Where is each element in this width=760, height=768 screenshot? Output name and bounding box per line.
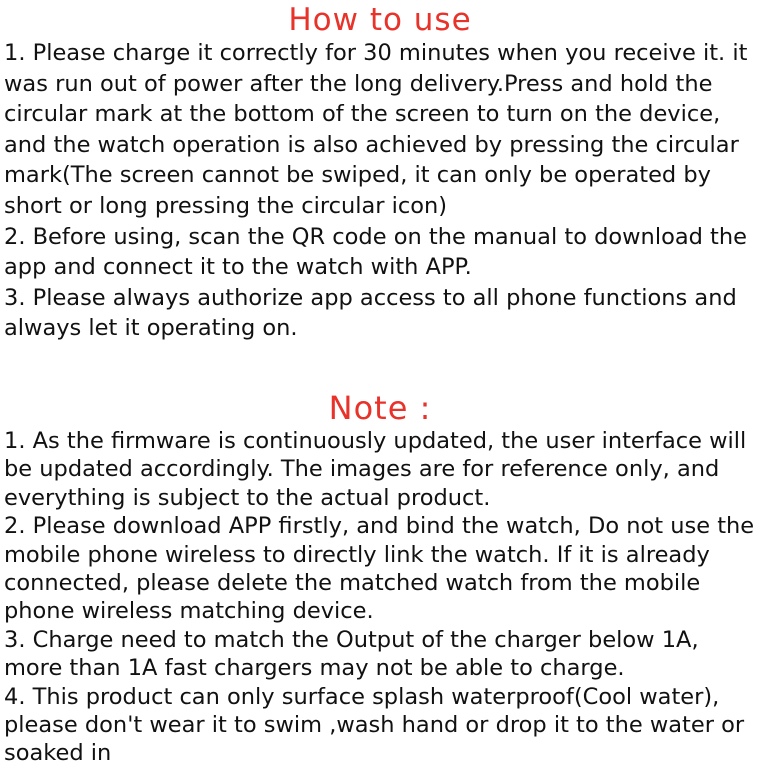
- how-to-use-item-3: 3. Please always authorize app access to all phone functions and always let it operating on.: [4, 284, 737, 342]
- note-item-4: 4. This product can only surface splash waterproof(Cool water), please don't wear it to swim ,wash hand or drop it to the water or soaked in: [4, 683, 745, 767]
- how-to-use-title: How to use: [288, 2, 472, 38]
- note-item-1: 1. As the firmware is continuously updated, the user interface will be updated accordingly. The images are for reference only, and everything is subject to the actual product.: [4, 428, 747, 511]
- how-to-use-instructions: [4, 38, 756, 344]
- note-instructions: [4, 427, 756, 768]
- how-to-use-item-2: 2. Before using, scan the QR code on the manual to download the app and connect it to the watch with APP.: [4, 223, 747, 281]
- how-to-use-item-1: 1. Please charge it correctly for 30 minutes when you receive it. it was run out of power after the long delivery.Press and hold the circular mark at the bottom of the screen to turn on the device, and the watch operation is also achieved by pressing the circular mark(The screen cannot be swiped, it can only be operated by short or long pressing the circular icon): [4, 40, 748, 219]
- note-item-2: 2. Please download APP firstly, and bind the watch, Do not use the mobile phone wireless to directly link the watch. If it is already connected, please delete the matched watch from the mobile phone wireless matching device.: [4, 513, 755, 625]
- note-title: Note :: [328, 389, 432, 427]
- note-item-3: 3. Charge need to match the Output of the charger below 1A, more than 1A fast chargers may not be able to charge.: [4, 626, 699, 682]
